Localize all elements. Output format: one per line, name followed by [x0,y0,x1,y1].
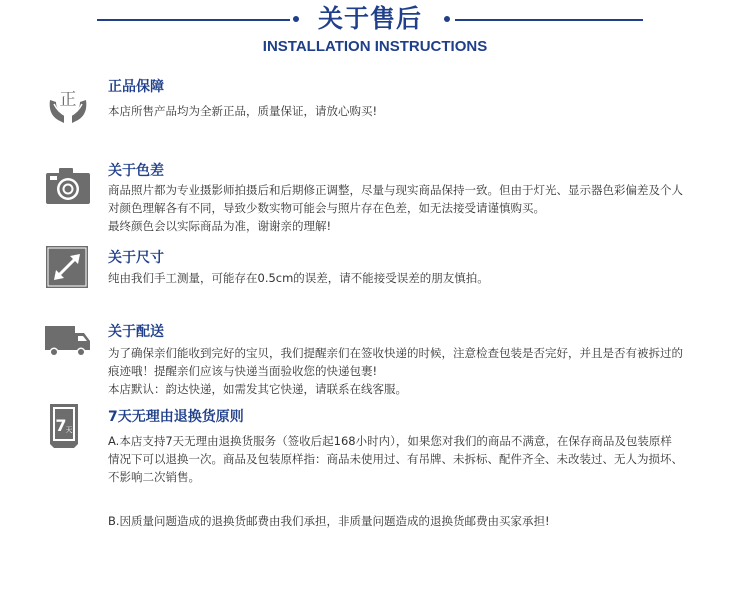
body-line: A.本店支持7天无理由退换货服务（签收后起168小时内），如果您对我们的商品不满意，在保存商品及包装原样 [108,434,672,448]
section-body-delivery [108,344,683,398]
page-title: 关于售后 [317,4,422,33]
section-body-size [108,269,489,287]
header-dot-right [444,16,450,22]
ruler-arrow-icon [44,244,92,292]
body-spacer [108,486,683,512]
body-line: B.因质量问题造成的退换货邮费由我们承担，非质量问题造成的退换货邮费由买家承担! [108,514,550,528]
body-line: 不影响二次销售。 [108,470,200,484]
section-header [0,0,750,62]
svg-text:正: 正 [59,90,77,110]
body-line: 商品照片都为专业摄影师拍摄后和后期修正调整，尽量与现实商品保持一致。但由于灯光、显示器色彩偏差及个人 [108,183,683,197]
body-line: 本店默认：韵达快递，如需发其它快递，请联系在线客服。 [108,382,407,396]
svg-text:天: 天 [65,426,73,434]
section-body-color [108,181,683,235]
body-line: 纯由我们手工测量，可能存在0.5cm的误差，请不能接受误差的朋友慎拍。 [108,271,489,285]
seven-day-calendar-icon [44,402,92,450]
section-title-return: 7天无理由退换货原则 [108,409,244,425]
section-title-genuine: 正品保障 [108,79,164,95]
header-divider-left [97,19,290,21]
section-title-size: 关于尺寸 [108,250,164,266]
section-body-return [108,432,683,530]
page-subtitle: INSTALLATION INSTRUCTIONS [262,38,488,55]
body-line: 情况下可以退换一次。商品及包装原样指：商品未使用过、有吊牌、未拆标、配件齐全、未改装过、无人为损坏、 [108,452,683,466]
section-body-genuine [108,102,377,120]
camera-icon [44,162,92,210]
svg-text:7: 7 [55,416,67,435]
delivery-truck-icon [44,318,92,366]
body-line: 最终颜色会以实际商品为准，谢谢亲的理解! [108,219,332,233]
section-title-color: 关于色差 [108,163,164,179]
body-line: 为了确保亲们能收到完好的宝贝，我们提醒亲们在签收快递的时候，注意检查包装是否完好，并且是否有被拆过的 [108,346,683,360]
body-line: 本店所售产品均为全新正品，质量保证，请放心购买! [108,104,378,118]
body-line: 痕迹哦！提醒亲们应该与快递当面验收您的快递包裹! [108,364,378,378]
header-dot-left [293,16,299,22]
header-divider-right [455,19,643,21]
section-title-delivery: 关于配送 [108,324,164,340]
body-line: 对颜色理解各有不同，导致少数实物可能会与照片存在色差，如无法接受请谨慎购买。 [108,201,545,215]
hands-genuine-icon [44,80,92,128]
